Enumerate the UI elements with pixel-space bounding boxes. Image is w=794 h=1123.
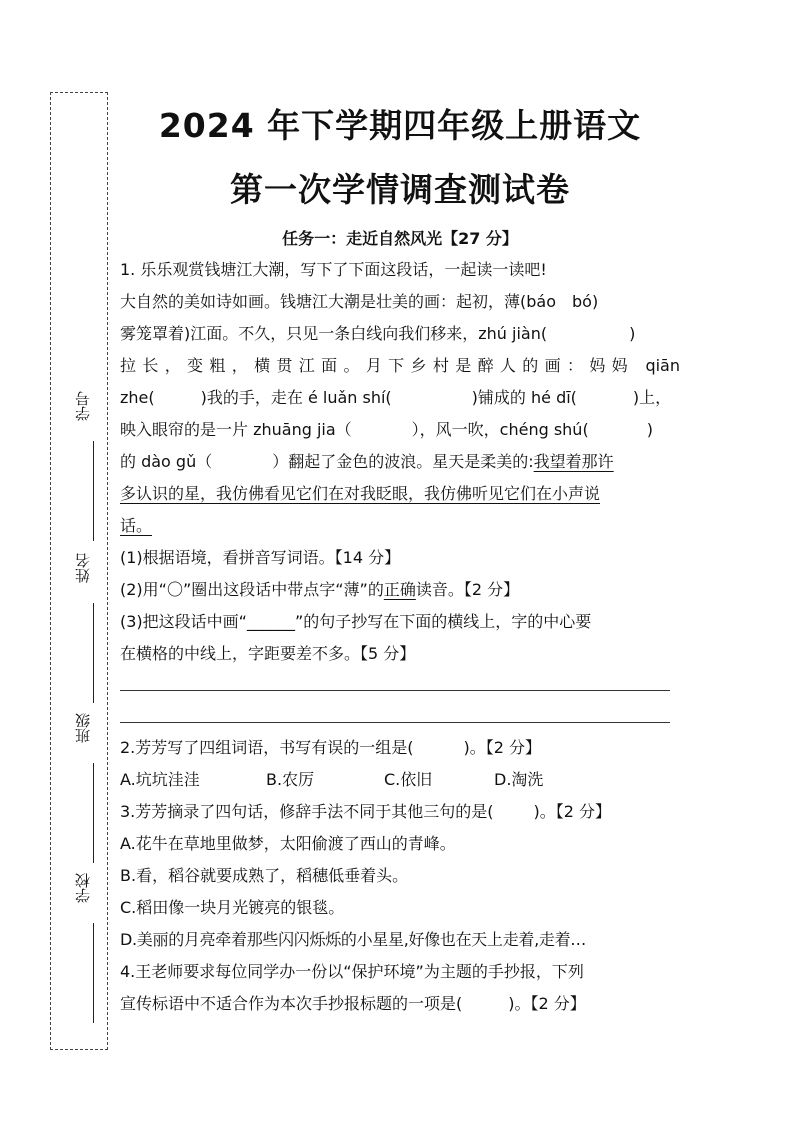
q2-stem — [120, 732, 680, 764]
q1-sub3 — [120, 606, 680, 638]
answer-rule-2[interactable] — [120, 722, 670, 723]
q1-text: )铺成的 hé dī( — [471, 388, 577, 407]
class-field[interactable] — [73, 713, 99, 863]
q3-option-b[interactable]: B.看，稻谷就要成熟了，稻穗低垂着头。 — [120, 866, 409, 885]
student-id-field[interactable] — [73, 391, 99, 541]
class-label: 班级 — [74, 713, 92, 743]
q1-underlined-sentence: 我望着那许 — [533, 452, 614, 471]
q3-option-d[interactable]: D.美丽的月亮牵着那些闪闪烁烁的小星星,好像也在天上走着,走着… — [120, 930, 586, 949]
q1-passage-line2 — [120, 318, 680, 350]
q1-passage-line1: 大自然的美如诗如画。钱塘江大潮是壮美的画：起初，薄(báo bó) — [120, 292, 599, 311]
school-field[interactable] — [73, 873, 99, 1023]
q1-passage-line3: 拉长，变粗，横贯江面。月下乡村是醉人的画：妈妈 qiān — [120, 356, 680, 375]
q1-underlined-sentence: 话。 — [120, 516, 153, 535]
q1-underline-mark: ______ — [246, 612, 295, 631]
student-id-line — [93, 441, 94, 541]
q3-option-a[interactable]: A.花牛在草地里做梦，太阳偷渡了西山的青峰。 — [120, 834, 456, 853]
q2-text: 2.芳芳写了四组词语，书写有误的一组是( — [120, 738, 414, 757]
school-label: 学校 — [74, 873, 92, 903]
answer-rule-1[interactable] — [120, 690, 670, 691]
q1-text: )我的手，走在 é luǎn shí( — [200, 388, 392, 407]
q4-text: 宣传标语中不适合作为本次手抄报标题的一项是( — [120, 994, 463, 1013]
q1-text: ) — [646, 420, 653, 439]
q4-stem-line1: 4.王老师要求每位同学办一份以“保护环境”为主题的手抄报，下列 — [120, 962, 584, 981]
q1-underlined-sentence: 多认识的星，我仿佛看见它们在对我眨眼，我仿佛听见它们在小声说 — [120, 484, 601, 503]
task-heading: 任务一：走近自然风光【27 分】 — [282, 229, 518, 248]
class-line — [93, 763, 94, 863]
q1-text: ) — [629, 324, 636, 343]
q1-text: 映入眼帘的是一片 zhuāng jia（ — [120, 420, 352, 439]
exam-title-line1: 2024 年下学期四年级上册语文 — [158, 106, 642, 145]
school-line — [93, 923, 94, 1023]
q1-text: ），风一吹，chéng shú( — [411, 420, 589, 439]
exam-title-line2: 第一次学情调查测试卷 — [230, 170, 570, 209]
q4-stem-line2 — [120, 988, 680, 1020]
name-field[interactable] — [73, 553, 99, 703]
q2-option-a[interactable]: A.坑坑洼洼 — [120, 770, 200, 789]
q2-options — [120, 764, 680, 796]
q2-option-d[interactable]: D.淘洗 — [494, 770, 544, 789]
q1-text: )上， — [632, 388, 672, 407]
q1-sub2 — [120, 574, 680, 606]
name-label: 姓名 — [74, 553, 92, 583]
q2-text: )。【2 分】 — [463, 738, 542, 757]
q1-text: 的 dào gǔ（ — [120, 452, 213, 471]
q1-text: 雾笼罩着)江面。不久，只见一条白线向我们移来，zhú jiàn( — [120, 324, 548, 343]
q1-passage-line4 — [120, 382, 680, 414]
q1-text: 读音。【2 分】 — [415, 580, 520, 599]
q1-passage-line7 — [120, 478, 680, 510]
q1-sub1: (1)根据语境，看拼音写词语。【14 分】 — [120, 548, 401, 567]
q1-text: ”的句子抄写在下面的横线上，字的中心要 — [294, 612, 592, 631]
q1-sub3-cont: 在横格的中线上，字距要差不多。【5 分】 — [120, 644, 416, 663]
q1-passage-line6 — [120, 446, 680, 478]
q3-text: 3.芳芳摘录了四句话，修辞手法不同于其他三句的是( — [120, 802, 494, 821]
q2-option-b[interactable]: B.农厉 — [266, 770, 315, 789]
q1-passage-line8 — [120, 510, 680, 542]
q1-text: zhe( — [120, 388, 155, 407]
binding-strip — [50, 92, 108, 1050]
q4-text: )。【2 分】 — [508, 994, 586, 1013]
q2-option-c[interactable]: C.依旧 — [384, 770, 433, 789]
q1-text: ）翻起了金色的波浪。星天是柔美的: — [272, 452, 534, 471]
q3-text: )。【2 分】 — [533, 802, 612, 821]
q1-emphasis: 正确 — [383, 580, 416, 599]
q1-intro: 1. 乐乐观赏钱塘江大潮，写下了下面这段话，一起读一读吧! — [120, 260, 547, 279]
q3-stem — [120, 796, 680, 828]
q1-text: (3)把这段话中画“ — [120, 612, 247, 631]
q1-text: (2)用“〇”圈出这段话中带点字“薄”的 — [120, 580, 384, 599]
student-id-label: 学号 — [74, 391, 92, 421]
q3-option-c[interactable]: C.稻田像一块月光镀亮的银毯。 — [120, 898, 345, 917]
q1-passage-line5 — [120, 414, 680, 446]
name-line — [93, 603, 94, 703]
